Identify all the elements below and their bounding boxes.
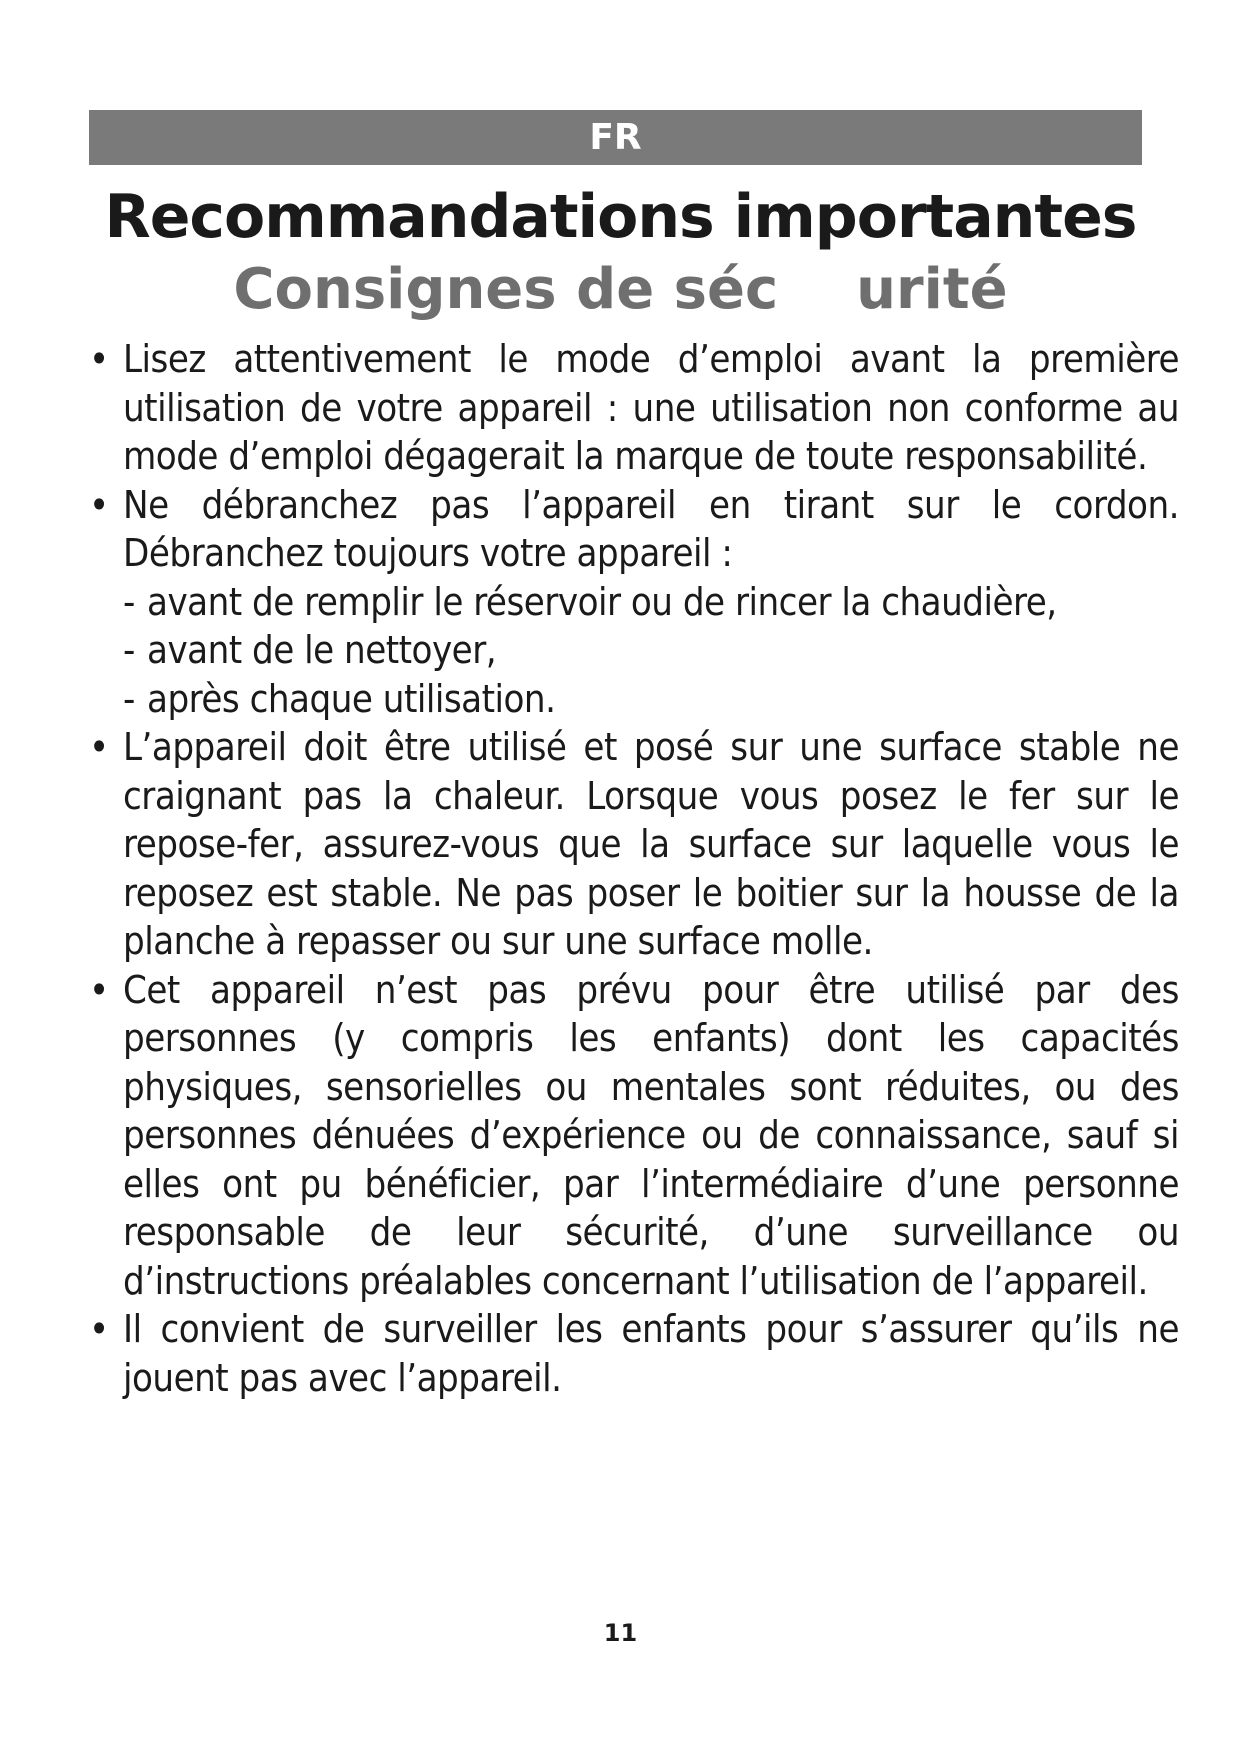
list-item bbox=[89, 723, 1179, 966]
section-subtitle: Consignes de séc urité bbox=[233, 257, 1008, 322]
dash-icon: - bbox=[123, 676, 135, 721]
sub-list-item bbox=[89, 626, 1179, 675]
page-number: 11 bbox=[603, 1619, 638, 1647]
sub-list-item-text: avant de le nettoyer, bbox=[147, 628, 497, 672]
safety-instructions-list bbox=[89, 335, 1179, 1402]
language-label: FR bbox=[589, 117, 642, 158]
page-title: Recommandations importantes bbox=[104, 182, 1137, 252]
list-item bbox=[89, 1305, 1179, 1402]
list-item bbox=[89, 335, 1179, 481]
sub-list-item bbox=[89, 675, 1179, 724]
bullet-icon: • bbox=[89, 725, 109, 769]
list-item-text: Il convient de surveiller les enfants pour s’assurer qu’ils ne jouent pas avec l’appareil. bbox=[123, 1307, 1179, 1400]
sub-list-item bbox=[89, 578, 1179, 627]
bullet-icon: • bbox=[89, 1307, 109, 1351]
language-banner bbox=[89, 110, 1142, 165]
bullet-icon: • bbox=[89, 337, 109, 381]
list-item-text: Lisez attentivement le mode d’emploi avant la première utilisation de votre appareil : une utilisation non conforme au mode d’emploi dégagerait la marque de toute responsabilité. bbox=[123, 337, 1179, 478]
list-item-text: Cet appareil n’est pas prévu pour être utilisé par des personnes (y compris les enfants) dont les capacités physiques, sensorielles ou mentales sont réduites, ou des personnes dénuées d’expérience ou de connaissance, sauf si elles ont pu bénéficier, par l’intermédiaire d’une personne responsable de leur sécurité, d’une surveillance ou d’instructions préalables concernant l’utilisation de l’appareil. bbox=[123, 967, 1179, 1303]
sub-list-item-text: après chaque utilisation. bbox=[147, 676, 556, 721]
list-item bbox=[89, 481, 1179, 578]
list-item-text: L’appareil doit être utilisé et posé sur une surface stable ne craignant pas la chaleur. Lorsque vous posez le fer sur le repose-fer, assurez-vous que la surface sur laquelle vous le reposez est stable. Ne pas poser le boitier sur la housse de la planche à repasser ou sur une surface molle. bbox=[123, 725, 1179, 963]
bullet-icon: • bbox=[89, 482, 109, 527]
dash-icon: - bbox=[123, 579, 135, 624]
list-item-text: Ne débranchez pas l’appareil en tirant sur le cordon. Débranchez toujours votre appareil : bbox=[123, 482, 1179, 575]
bullet-icon: • bbox=[89, 967, 109, 1012]
sub-list-item-text: avant de remplir le réservoir ou de rincer la chaudière, bbox=[147, 579, 1057, 624]
dash-icon: - bbox=[123, 628, 135, 672]
list-item bbox=[89, 966, 1179, 1306]
